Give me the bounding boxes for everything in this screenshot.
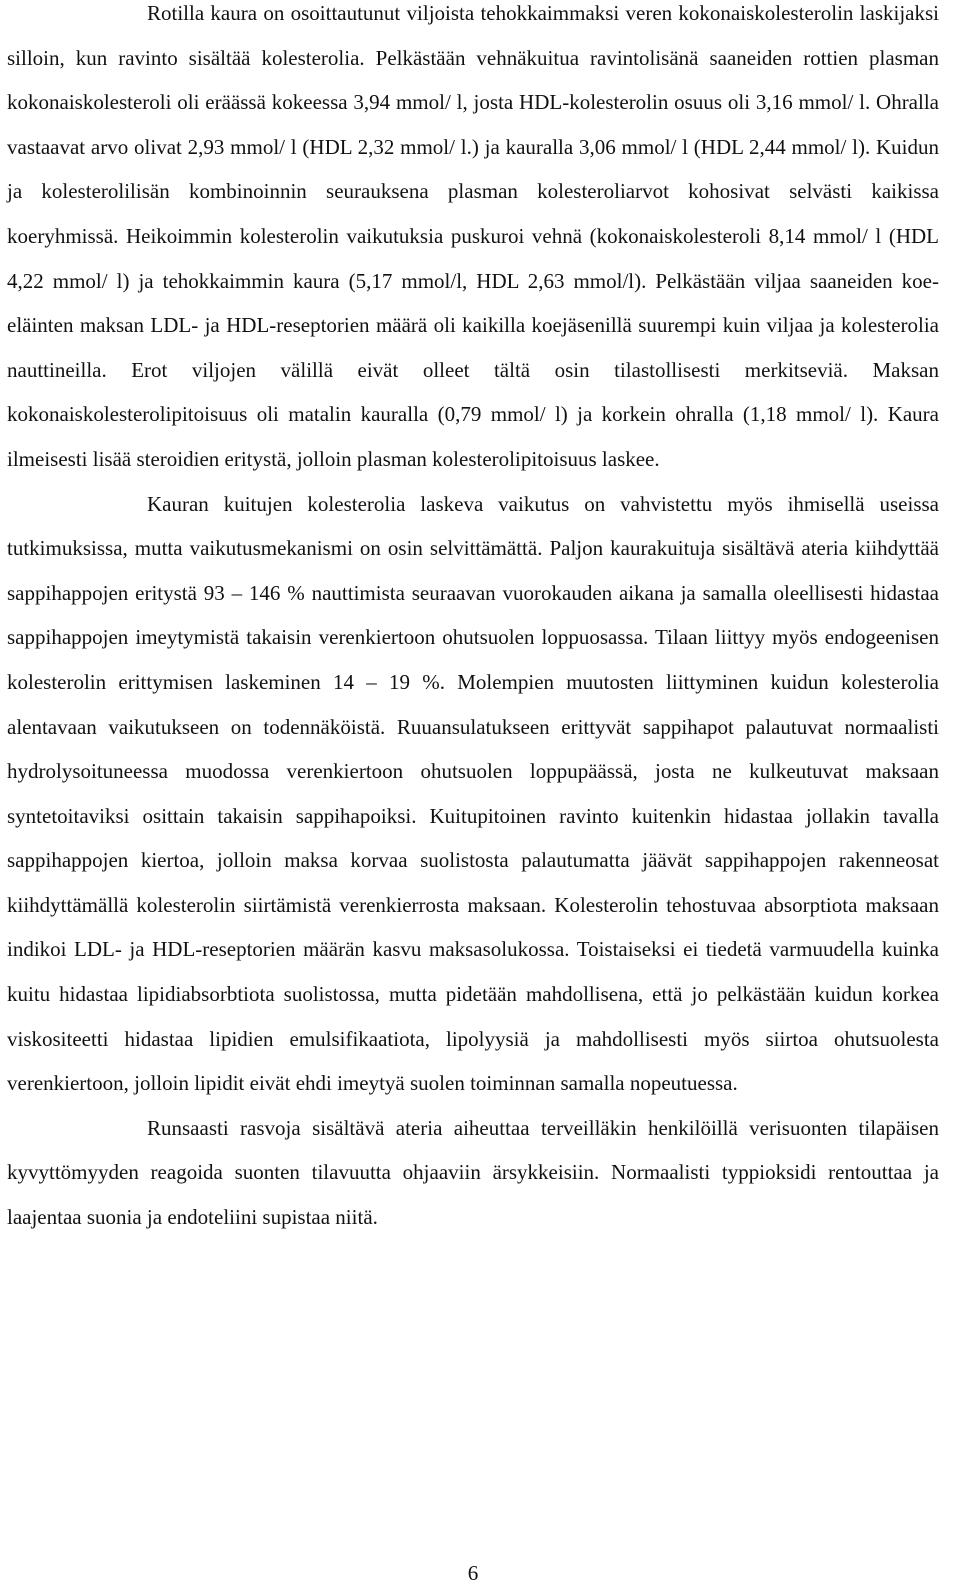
paragraph-fatty-meal: Runsaasti rasvoja sisältävä ateria aiheuttaa terveilläkin henkilöillä verisuonten tilapäisen kyvyttömyyden reagoida suonten tilavuutta ohjaaviin ärsykkeisiin. Normaalisti typpioksidi rentouttaa ja laajentaa suonia ja endoteliini supistaa niitä. [7, 1115, 939, 1230]
paragraph-rat-study: Rotilla kaura on osoittautunut viljoista tehokkaimmaksi veren kokonaiskolesterolin laskijaksi silloin, kun ravinto sisältää kolesterolia. Pelkästään vehnäkuitua ravintolisänä saaneiden rottien plasman kokonaiskolesteroli oli eräässä kokeessa 3,94 mmol/ l, josta HDL-kolesterolin osuus oli 3,16 mmol/ l. Ohralla vastaavat arvo olivat 2,93 mmol/ l (HDL 2,32 mmol/ l.) ja kauralla 3,06 mmol/ l (HDL 2,44 mmol/ l). Kuidun ja kolesterolilisän kombinoinnin seurauksena plasman kolesteroliarvot kohosivat selvästi kaikissa koeryhmissä. Heikoimmin kolesterolin vaikutuksia puskuroi vehnä (kokonaiskolesteroli 8,14 mmol/ l (HDL 4,22 mmol/ l) ja tehokkaimmin kaura (5,17 mmol/l, HDL 2,63 mmol/l). Pelkästään viljaa saaneiden koe-eläinten maksan LDL- ja HDL-reseptorien määrä oli kaikilla koejäsenillä suurempi kuin viljaa ja kolesterolia nauttineilla. Erot viljojen välillä eivät olleet tältä osin tilastollisesti merkitseviä. Maksan kokonaiskolesterolipitoisuus oli matalin kauralla (0,79 mmol/ l) ja korkein ohralla (1,18 mmol/ l). Kaura ilmeisesti lisää steroidien eritystä, jolloin plasman kolesterolipitoisuus laskee. [7, 1, 939, 471]
document-page [7, 0, 939, 1240]
paragraph-human-studies: Kauran kuitujen kolesterolia laskeva vaikutus on vahvistettu myös ihmisellä useissa tutkimuksissa, mutta vaikutusmekanismi on osin selvittämättä. Paljon kaurakuituja sisältävä ateria kiihdyttää sappihappojen eritystä 93 – 146 % nauttimista seuraavan vuorokauden aikana ja samalla oleellisesti hidastaa sappihappojen imeytymistä takaisin verenkiertoon ohutsuolen loppuosassa. Tilaan liittyy myös endogeenisen kolesterolin erittymisen laskeminen 14 – 19 %. Molempien muutosten liittyminen kuidun kolesterolia alentavaan vaikutukseen on todennäköistä. Ruuansulatukseen erittyvät sappihapot palautuvat normaalisti hydrolysoituneessa muodossa verenkiertoon ohutsuolen loppupäässä, josta ne kulkeutuvat maksaan syntetoitaviksi osittain takaisin sappihapoiksi. Kuitupitoinen ravinto kuitenkin hidastaa jollakin tavalla sappihappojen kiertoa, jolloin maksa korvaa suolistosta palautumatta jäävät sappihappojen rakenneosat kiihdyttämällä kolesterolin siirtämistä verenkierrosta maksaan. Kolesterolin tehostuvaa absorptiota maksaan indikoi LDL- ja HDL-reseptorien määrän kasvu maksasolukossa. Toistaiseksi ei tiedetä varmuudella kuinka kuitu hidastaa lipidiabsorbtiota suolistossa, mutta pidetään mahdollisena, että jo pelkästään kuidun korkea viskositeetti hidastaa lipidien emulsifikaatiota, lipolyysiä ja mahdollisesti myös siirtoa ohutsuolesta verenkiertoon, jolloin lipidit eivät ehdi imeytyä suolen toiminnan samalla nopeutuessa. [7, 491, 939, 1096]
page-number: 6 [467, 1561, 479, 1585]
